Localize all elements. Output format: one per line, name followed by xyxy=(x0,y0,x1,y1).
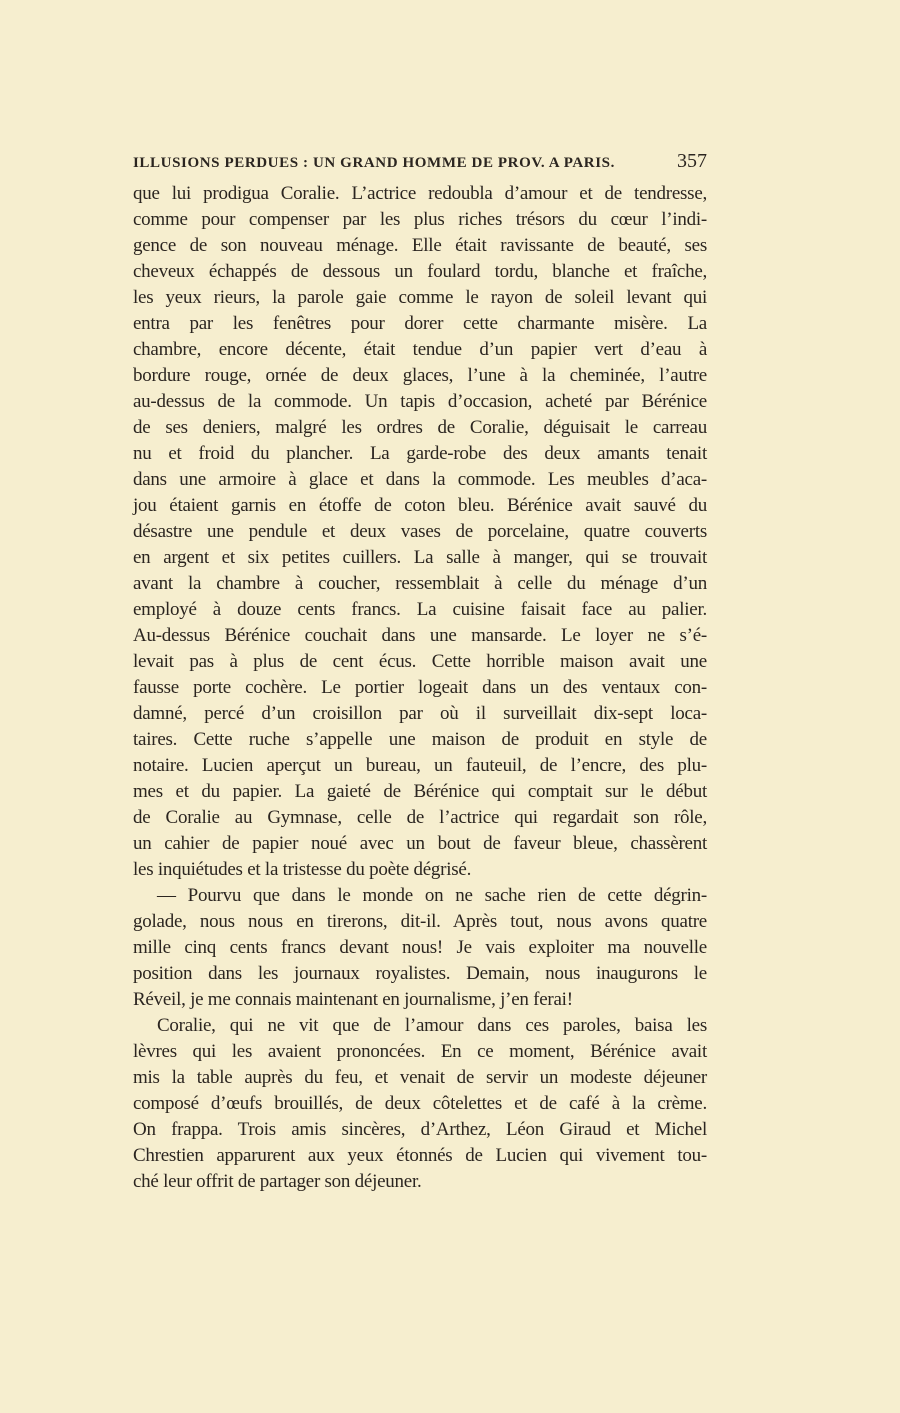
text-line: golade, nous nous en tirerons, dit-il. Après tout, nous avons quatre xyxy=(133,911,707,932)
paragraph-last-line: ché leur offrit de partager son déjeuner. xyxy=(133,1171,422,1192)
text-line: comme pour compenser par les plus riches trésors du cœur l’indi- xyxy=(133,209,707,230)
paragraph-first-line: — Pourvu que dans le monde on ne sache rien de cette dégrin- xyxy=(157,885,707,906)
text-line: un cahier de papier noué avec un bout de faveur bleue, chassèrent xyxy=(133,833,707,854)
text-line: composé d’œufs brouillés, de deux côtelettes et de café à la crème. xyxy=(133,1093,707,1114)
page-body-text xyxy=(133,181,707,1195)
text-line: jou étaient garnis en étoffe de coton bleu. Bérénice avait sauvé du xyxy=(133,495,707,516)
text-line: que lui prodigua Coralie. L’actrice redoubla d’amour et de tendresse, xyxy=(133,183,707,204)
text-line: notaire. Lucien aperçut un bureau, un fauteuil, de l’encre, des plu- xyxy=(133,755,707,776)
text-line: position dans les journaux royalistes. Demain, nous inaugurons le xyxy=(133,963,707,984)
text-line: mes et du papier. La gaieté de Bérénice qui comptait sur le début xyxy=(133,781,707,802)
text-line: On frappa. Trois amis sincères, d’Arthez, Léon Giraud et Michel xyxy=(133,1119,707,1140)
text-line: taires. Cette ruche s’appelle une maison de produit en style de xyxy=(133,729,707,750)
text-line: Au-dessus Bérénice couchait dans une mansarde. Le loyer ne s’é- xyxy=(133,625,707,646)
text-line: au-dessus de la commode. Un tapis d’occasion, acheté par Bérénice xyxy=(133,391,707,412)
text-line: avant la chambre à coucher, ressemblait à celle du ménage d’un xyxy=(133,573,707,594)
text-line: de Coralie au Gymnase, celle de l’actrice qui regardait son rôle, xyxy=(133,807,707,828)
text-line: de ses deniers, malgré les ordres de Coralie, déguisait le carreau xyxy=(133,417,707,438)
paragraph-last-line: les inquiétudes et la tristesse du poète dégrisé. xyxy=(133,859,472,880)
text-line: damné, percé d’un croisillon par où il surveillait dix-sept loca- xyxy=(133,703,707,724)
text-line: employé à douze cents francs. La cuisine faisait face au palier. xyxy=(133,599,707,620)
paragraph-first-line: Coralie, qui ne vit que de l’amour dans ces paroles, baisa les xyxy=(157,1015,707,1036)
text-line: désastre une pendule et deux vases de porcelaine, quatre couverts xyxy=(133,521,707,542)
text-line: les yeux rieurs, la parole gaie comme le rayon de soleil levant qui xyxy=(133,287,707,308)
text-line: nu et froid du plancher. La garde-robe des deux amants tenait xyxy=(133,443,707,464)
page-number: 357 xyxy=(677,150,707,172)
text-line: bordure rouge, ornée de deux glaces, l’une à la cheminée, l’autre xyxy=(133,365,707,386)
text-line: dans une armoire à glace et dans la commode. Les meubles d’aca- xyxy=(133,469,707,490)
text-line: en argent et six petites cuillers. La salle à manger, qui se trouvait xyxy=(133,547,707,568)
paragraph-last-line: Réveil, je me connais maintenant en journalisme, j’en ferai! xyxy=(133,989,573,1010)
running-header xyxy=(133,150,707,173)
text-line: mis la table auprès du feu, et venait de servir un modeste déjeuner xyxy=(133,1067,707,1088)
running-title: ILLUSIONS PERDUES : UN GRAND HOMME DE PROV. A PARIS. xyxy=(133,155,615,171)
text-line: cheveux échappés de dessous un foulard tordu, blanche et fraîche, xyxy=(133,261,707,282)
text-line: chambre, encore décente, était tendue d’un papier vert d’eau à xyxy=(133,339,707,360)
text-line: mille cinq cents francs devant nous! Je vais exploiter ma nouvelle xyxy=(133,937,707,958)
text-line: Chrestien apparurent aux yeux étonnés de Lucien qui vivement tou- xyxy=(133,1145,707,1166)
text-line: lèvres qui les avaient prononcées. En ce moment, Bérénice avait xyxy=(133,1041,707,1062)
text-line: entra par les fenêtres pour dorer cette charmante misère. La xyxy=(133,313,707,334)
text-line: fausse porte cochère. Le portier logeait dans un des ventaux con- xyxy=(133,677,707,698)
text-line: levait pas à plus de cent écus. Cette horrible maison avait une xyxy=(133,651,707,672)
text-line: gence de son nouveau ménage. Elle était ravissante de beauté, ses xyxy=(133,235,707,256)
